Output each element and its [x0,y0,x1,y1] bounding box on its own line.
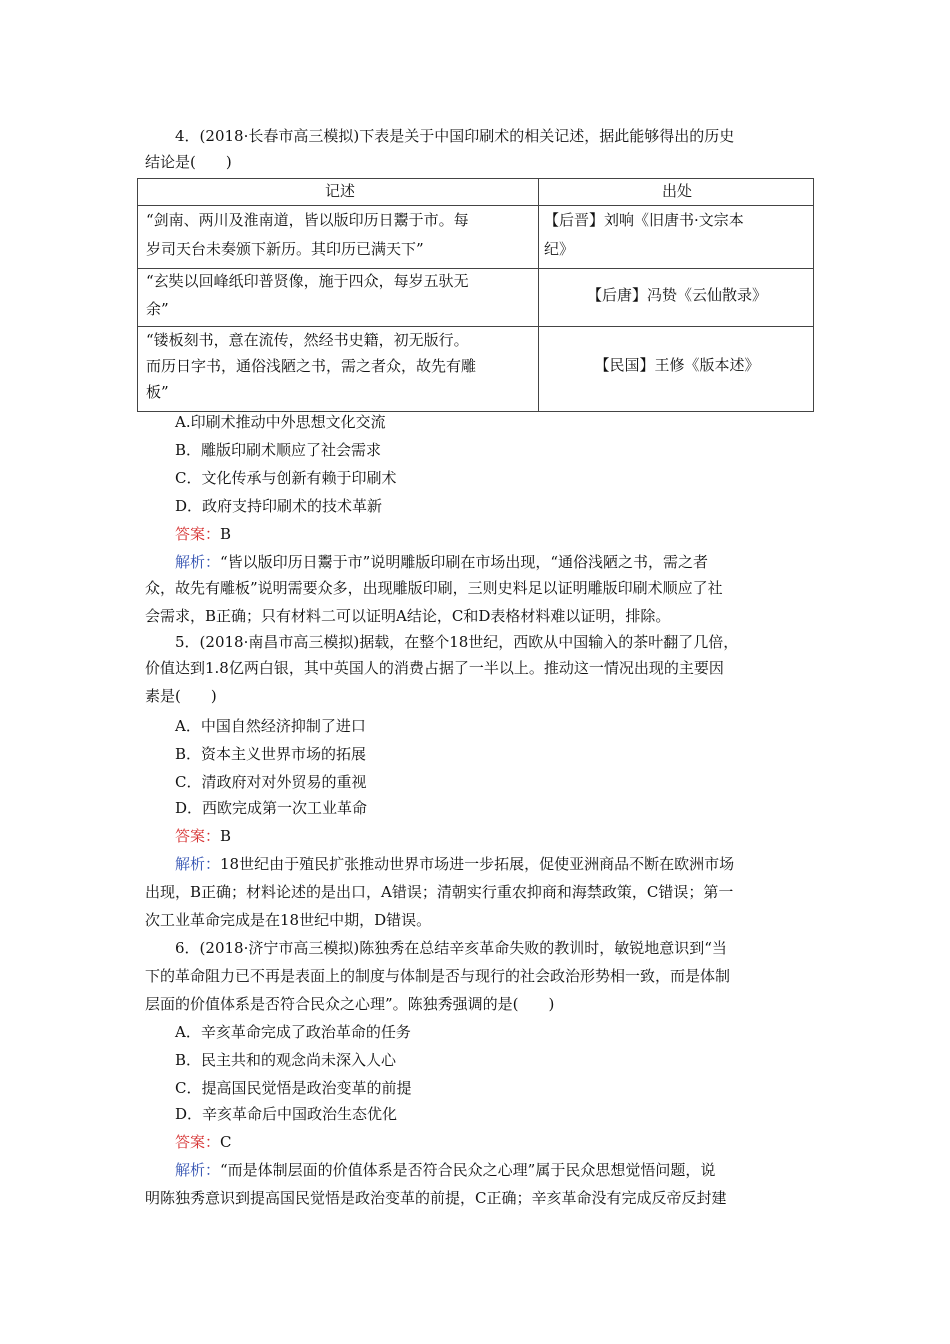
question-6-stem-line1: 6．(2018·济宁市高三模拟)陈独秀在总结辛亥革命失败的教训时，敏锐地意识到“当 [175,939,727,957]
question-6-analysis-line1 [175,1160,715,1180]
question-6-option-b: B．民主共和的观念尚未深入人心 [175,1051,397,1069]
question-4-option-a: A.印刷术推动中外思想文化交流 [175,413,386,431]
question-5-option-a: A．中国自然经济抑制了进口 [175,717,366,735]
question-6-stem-line2: 下的革命阻力已不再是表面上的制度与体制是否与现行的社会政治形势相一致，而是体制 [145,967,731,985]
analysis-label: 解析： [175,1161,221,1179]
table-row-1-record-line1: “剑南、两川及淮南道，皆以版印历日鬻于市。每 [146,211,469,229]
table-header-record: 记述 [324,182,355,200]
table-row-3-record-line3: 板” [146,383,169,401]
table-row-1-record-line2: 岁司天台未奏颁下新历。其印历已满天下” [146,240,424,258]
analysis-label: 解析： [175,855,221,873]
question-4-stem-line2: 结论是( ) [145,153,232,171]
question-4-option-d: D．政府支持印刷术的技术革新 [175,497,383,515]
question-4-analysis-line3: 会需求，B正确；只有材料二可以证明A结论，C和D表格材料难以证明，排除。 [145,607,671,625]
question-5-analysis-line3: 次工业革命完成是在18世纪中期，D错误。 [145,911,432,929]
question-5-option-c: C．清政府对对外贸易的重视 [175,773,367,791]
analysis-text: “而是体制层面的价值体系是否符合民众之心理”属于民众思想觉悟问题，说 [220,1161,716,1179]
table-row-3-source: 【民国】王修《版本述》 [594,356,760,374]
question-5-stem-line1: 5．(2018·南昌市高三模拟)据载，在整个18世纪，西欧从中国输入的茶叶翻了几倍， [175,633,739,651]
table-header-source: 出处 [661,182,692,200]
analysis-text: “皆以版印历日鬻于市”说明雕版印刷在市场出现，“通俗浅陋之书，需之者 [220,553,709,571]
question-5-stem-line3: 素是( ) [145,687,217,705]
question-5-analysis-line1 [175,854,734,874]
question-5-answer [175,826,231,846]
question-6-stem-line3: 层面的价值体系是否符合民众之心理”。陈独秀强调的是( ) [145,995,555,1013]
question-5-option-b: B．资本主义世界市场的拓展 [175,745,367,763]
question-5-analysis-line2: 出现，B正确；材料论述的是出口，A错误；清朝实行重农抑商和海禁政策，C错误；第一 [145,883,734,901]
table-row-3-record-line1: “镂板刻书，意在流传，然经书史籍，初无版行。 [146,331,469,349]
question-4-stem-line1: 4．(2018·长春市高三模拟)下表是关于中国印刷术的相关记述，据此能够得出的历史 [175,127,735,145]
table-row-divider [138,205,813,206]
analysis-text: 18世纪由于殖民扩张推动世界市场进一步拓展，促使亚洲商品不断在欧洲市场 [220,855,735,873]
source-table [137,178,814,412]
question-4-option-c: C．文化传承与创新有赖于印刷术 [175,469,397,487]
question-4-answer [175,524,231,544]
question-6-option-a: A．辛亥革命完成了政治革命的任务 [175,1023,411,1041]
table-column-divider [538,179,539,411]
question-6-option-d: D．辛亥革命后中国政治生态优化 [175,1105,398,1123]
answer-label: 答案： [175,1133,221,1151]
question-4-analysis-line2: 众，故先有雕板”说明需要众多，出现雕版印刷，三则史料足以证明雕版印刷术顺应了社 [145,579,723,597]
answer-label: 答案： [175,827,221,845]
answer-value: C [220,1133,232,1151]
question-5-stem-line2: 价值达到1.8亿两白银，其中英国人的消费占据了一半以上。推动这一情况出现的主要因 [145,659,724,677]
table-row-2-record-line1: “玄奘以回峰纸印普贤像，施于四众，每岁五驮无 [146,272,469,290]
question-6-option-c: C．提高国民觉悟是政治变革的前提 [175,1079,412,1097]
question-4-option-b: B．雕版印刷术顺应了社会需求 [175,441,382,459]
question-5-option-d: D．西欧完成第一次工业革命 [175,799,368,817]
answer-value: B [220,525,232,543]
question-6-analysis-line2: 明陈独秀意识到提高国民觉悟是政治变革的前提，C正确；辛亥革命没有完成反帝反封建 [145,1189,727,1207]
table-row-2-record-line2: 余” [146,300,169,318]
question-6-answer [175,1132,232,1152]
analysis-label: 解析： [175,553,221,571]
table-row-3-record-line2: 而历日字书，通俗浅陋之书，需之者众，故先有雕 [146,357,477,375]
table-row-1-source-line1: 【后晋】刘响《旧唐书·文宗本 [544,211,744,229]
answer-label: 答案： [175,525,221,543]
answer-value: B [220,827,232,845]
table-row-2-source: 【后唐】冯贽《云仙散录》 [586,286,767,304]
question-4-analysis-line1 [175,552,708,572]
table-row-1-source-line2: 纪》 [544,240,575,258]
